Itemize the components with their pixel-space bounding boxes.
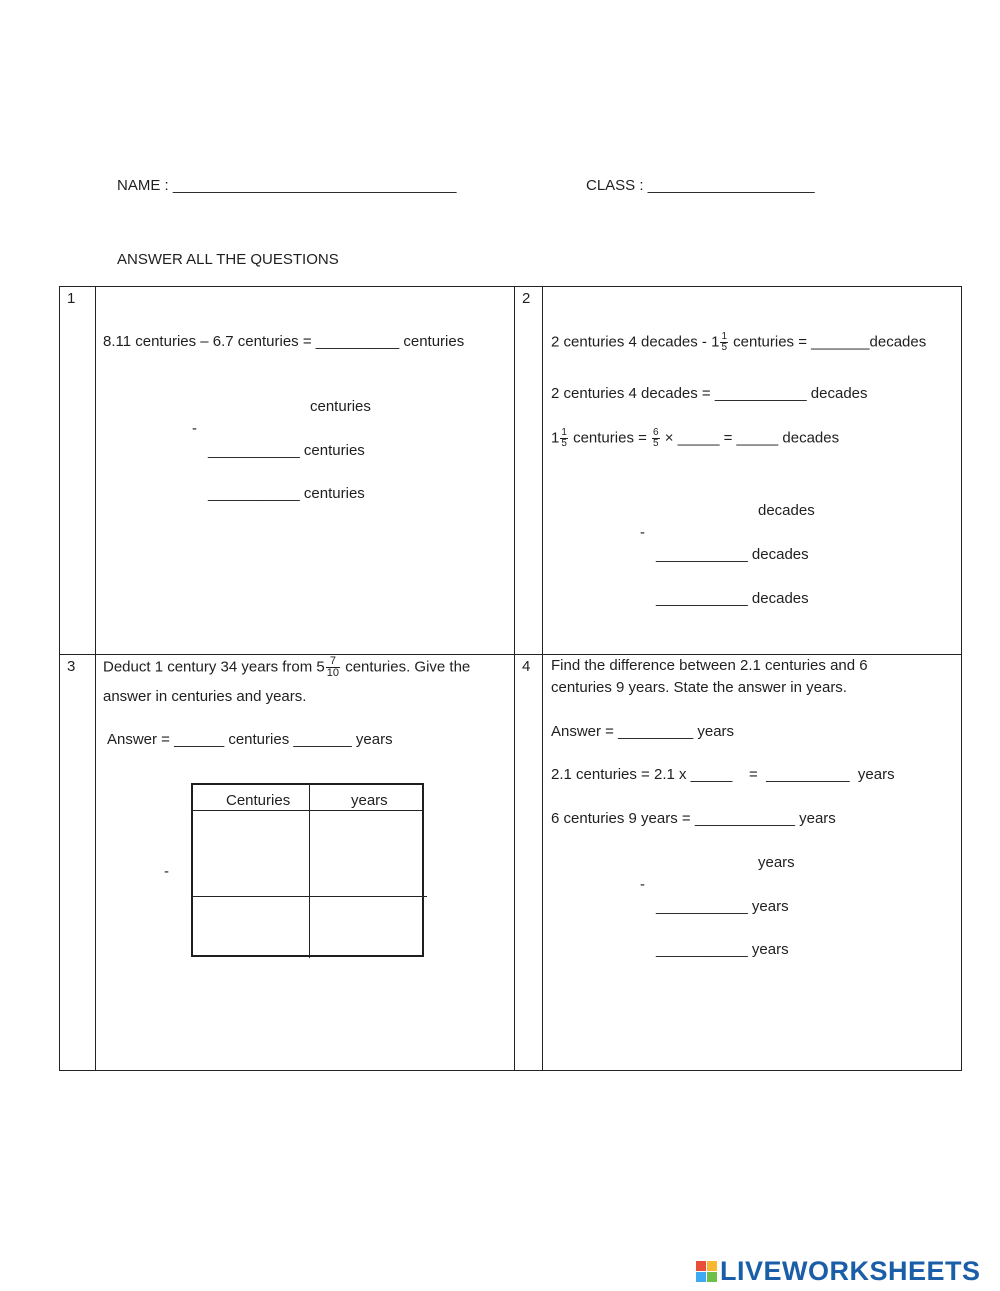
logo-block [696, 1261, 706, 1271]
text-part: × _____ = _____ decades [664, 429, 840, 447]
working-row-2: ___________ centuries [208, 442, 365, 459]
fraction-denominator: 10 [326, 667, 340, 679]
working-row-1: decades [758, 502, 815, 519]
working-line-2: 2 centuries 4 decades = ___________ decades [551, 385, 868, 402]
logo-blocks-icon [696, 1261, 717, 1282]
question-text-line-2: answer in centuries and years. [103, 688, 307, 705]
table-divider-number-col-left [95, 286, 96, 1071]
working-line-2: 2.1 centuries = 2.1 x _____ = __________ years [551, 766, 895, 783]
working-row-3: ___________ decades [656, 590, 809, 607]
question-text [551, 332, 926, 353]
question-text-part: centuries = _______decades [733, 333, 927, 351]
minus-sign: - [192, 420, 197, 437]
minus-sign: - [164, 863, 169, 880]
fraction-numerator: 6 [653, 427, 659, 438]
working-line-3: 6 centuries 9 years = ____________ years [551, 810, 836, 827]
fraction-denominator: 5 [653, 438, 659, 449]
column-header-years: years [351, 792, 388, 809]
logo-block [707, 1261, 717, 1271]
fraction-numerator: 1 [561, 427, 567, 438]
class-field-label: CLASS : ____________________ [586, 177, 815, 194]
working-table-header-divider [191, 810, 424, 811]
table-border-bottom [59, 1070, 962, 1071]
fraction-six-fifths [652, 428, 660, 449]
table-border-middle [59, 654, 962, 655]
question-text [103, 656, 470, 679]
fraction-numerator: 7 [326, 656, 340, 668]
fraction-one-fifth [560, 428, 568, 449]
working-row-1: centuries [310, 398, 371, 415]
question-text: 8.11 centuries – 6.7 centuries = __________ centuries [103, 333, 465, 350]
question-text-line-2: centuries 9 years. State the answer in years. [551, 679, 847, 696]
logo-block [696, 1272, 706, 1282]
table-border-left [59, 286, 60, 1071]
working-row-2: ___________ decades [656, 546, 809, 563]
fraction-numerator: 1 [721, 331, 727, 342]
answer-line: Answer = _________ years [551, 723, 735, 740]
liveworksheets-logo [696, 1254, 981, 1288]
instruction-text: ANSWER ALL THE QUESTIONS [117, 251, 339, 268]
text-part: centuries = [573, 429, 647, 447]
working-line-3 [551, 428, 839, 449]
fraction-one-fifth [720, 332, 728, 353]
column-header-centuries: Centuries [226, 792, 291, 809]
answer-line: Answer = ______ centuries _______ years [107, 731, 393, 748]
whole-number: 1 [551, 429, 560, 447]
question-text-part: centuries. Give the [345, 658, 471, 676]
name-field-label: NAME : __________________________________ [117, 177, 457, 194]
table-border-right [961, 286, 962, 1071]
question-number: 1 [67, 290, 76, 307]
fraction-denominator: 5 [561, 438, 567, 449]
fraction-seven-tenths [326, 656, 340, 679]
question-text: Find the difference between 2.1 centuries and 6 [551, 657, 868, 674]
minus-sign: - [640, 876, 645, 893]
table-divider-number-col-right [542, 286, 543, 1071]
question-number: 3 [67, 658, 76, 675]
question-text-part: 2 centuries 4 decades - 1 [551, 333, 720, 351]
table-border-top [59, 286, 962, 287]
minus-sign: - [640, 524, 645, 541]
working-row-2: ___________ years [656, 898, 789, 915]
question-text-part: Deduct 1 century 34 years from 5 [103, 658, 325, 676]
fraction-denominator: 5 [721, 342, 727, 353]
working-row-3: ___________ years [656, 941, 789, 958]
logo-wordmark: LIVEWORKSHEETS [720, 1255, 981, 1286]
table-divider-center [514, 286, 515, 1071]
question-number: 2 [522, 290, 531, 307]
question-number: 4 [522, 658, 531, 675]
working-table-column-divider [309, 783, 310, 958]
working-row-3: ___________ centuries [208, 485, 365, 502]
logo-block [707, 1272, 717, 1282]
working-row-1: years [758, 854, 795, 871]
